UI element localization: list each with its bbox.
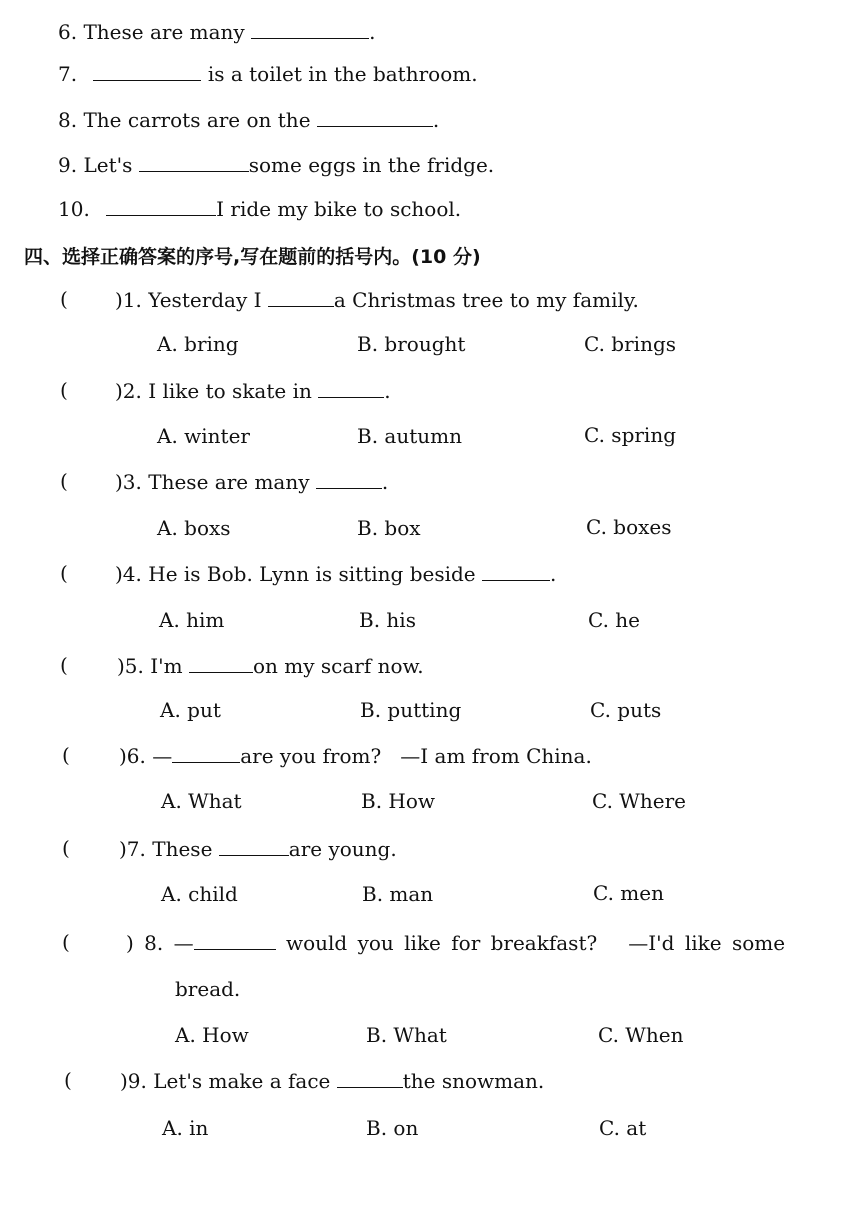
question-number: )2. [115,379,142,403]
question-text: — [173,931,194,955]
answer-blank [219,835,289,856]
question-number: )6. [119,744,146,768]
answer-blank [482,560,550,581]
answer-blank[interactable] [139,151,249,172]
item-number: 7. [58,62,78,86]
question-5 [117,652,424,679]
answer-blank[interactable] [106,195,216,216]
question-text: . [384,379,391,403]
fill-in-10 [58,195,461,222]
question-number: )4. [115,562,142,586]
question-number: ) 8. [126,931,164,955]
question-number: )3. [115,470,142,494]
question-6 [119,742,592,769]
option-b: B. on [366,1116,419,1140]
answer-paren[interactable]: ( [64,1068,72,1092]
question-4 [115,560,556,587]
item-text: I ride my bike to school. [216,197,462,221]
answer-blank [194,929,276,950]
question-text: the snowman. [402,1069,545,1093]
question-text: are young. [288,837,397,861]
option-c: C. at [599,1116,647,1140]
option-c: C. men [593,881,664,905]
option-a: A. in [162,1116,209,1140]
question-number: )7. [119,837,146,861]
question-8-continuation: bread. [175,977,241,1001]
question-text: on my scarf now. [252,654,424,678]
question-number: )1. [115,288,142,312]
option-b: B. his [359,608,416,632]
option-a: A. How [175,1023,249,1047]
question-7 [119,835,397,862]
question-9 [120,1067,544,1094]
answer-blank[interactable] [251,18,369,39]
answer-blank[interactable] [317,106,433,127]
answer-paren[interactable]: ( [62,743,70,767]
item-number: 8. [58,108,78,132]
option-c: C. spring [584,423,677,447]
question-text: I'm [150,654,183,678]
option-c: C. Where [592,789,686,813]
item-text: . [432,108,440,132]
option-b: B. man [362,882,434,906]
answer-paren[interactable]: ( [60,469,68,493]
option-a: A. What [161,789,242,813]
item-text: . [369,20,376,44]
answer-paren[interactable]: ( [60,561,68,585]
question-text: I like to skate in [148,379,312,403]
item-text: These are many [83,20,245,44]
fill-in-6 [58,18,375,45]
fill-in-9 [58,151,494,178]
option-a: A. bring [157,332,239,356]
item-number: 9. [58,153,78,177]
option-c: C. he [588,608,641,632]
item-text: some eggs in the fridge. [248,153,495,177]
fill-in-7 [58,60,478,87]
option-a: A. him [159,608,225,632]
answer-blank [189,652,253,673]
option-b: B. box [357,516,421,540]
question-text: are you from? —I am from China. [240,744,592,768]
question-text: Let's make a face [153,1069,331,1093]
answer-blank [268,286,334,307]
answer-paren[interactable]: ( [62,930,70,954]
option-a: A. child [161,882,238,906]
question-number: )5. [117,654,144,678]
option-c: C. brings [584,332,677,356]
answer-blank [316,468,382,489]
item-text: is a toilet in the bathroom. [207,62,478,86]
question-1 [115,286,639,313]
item-number: 10. [58,197,90,221]
answer-paren[interactable]: ( [60,653,68,677]
option-a: A. boxs [157,516,231,540]
answer-blank[interactable] [93,60,201,81]
fill-in-8 [58,106,439,133]
answer-blank [172,742,240,763]
answer-blank [337,1067,403,1088]
question-3 [115,468,388,495]
question-text: These are many [148,470,310,494]
option-b: B. brought [357,332,466,356]
question-text: a Christmas tree to my family. [333,288,639,312]
answer-blank [318,377,384,398]
item-text: Let's [83,153,133,177]
option-b: B. putting [360,698,462,722]
option-c: C. boxes [586,515,672,539]
question-text: He is Bob. Lynn is sitting beside [148,562,476,586]
option-a: A. winter [157,424,250,448]
option-b: B. autumn [357,424,462,448]
question-text: would you like for breakfast? —I'd like some [285,931,786,955]
question-text: . [550,562,557,586]
option-c: C. puts [590,698,662,722]
answer-paren[interactable]: ( [62,836,70,860]
option-c: C. When [598,1023,684,1047]
option-a: A. put [160,698,221,722]
question-text: — [152,744,173,768]
section-heading: 四、选择正确答案的序号,写在题前的括号内。(10 分) [24,246,481,268]
question-text: Yesterday I [148,288,262,312]
item-number: 6. [58,20,78,44]
question-text: . [381,470,389,494]
question-text: These [152,837,213,861]
option-b: B. What [366,1023,447,1047]
question-2 [115,377,391,404]
item-text: The carrots are on the [83,108,311,132]
answer-paren[interactable]: ( [60,287,68,311]
question-number: )9. [120,1069,147,1093]
answer-paren[interactable]: ( [60,378,68,402]
option-b: B. How [361,789,436,813]
question-8 [126,929,785,956]
